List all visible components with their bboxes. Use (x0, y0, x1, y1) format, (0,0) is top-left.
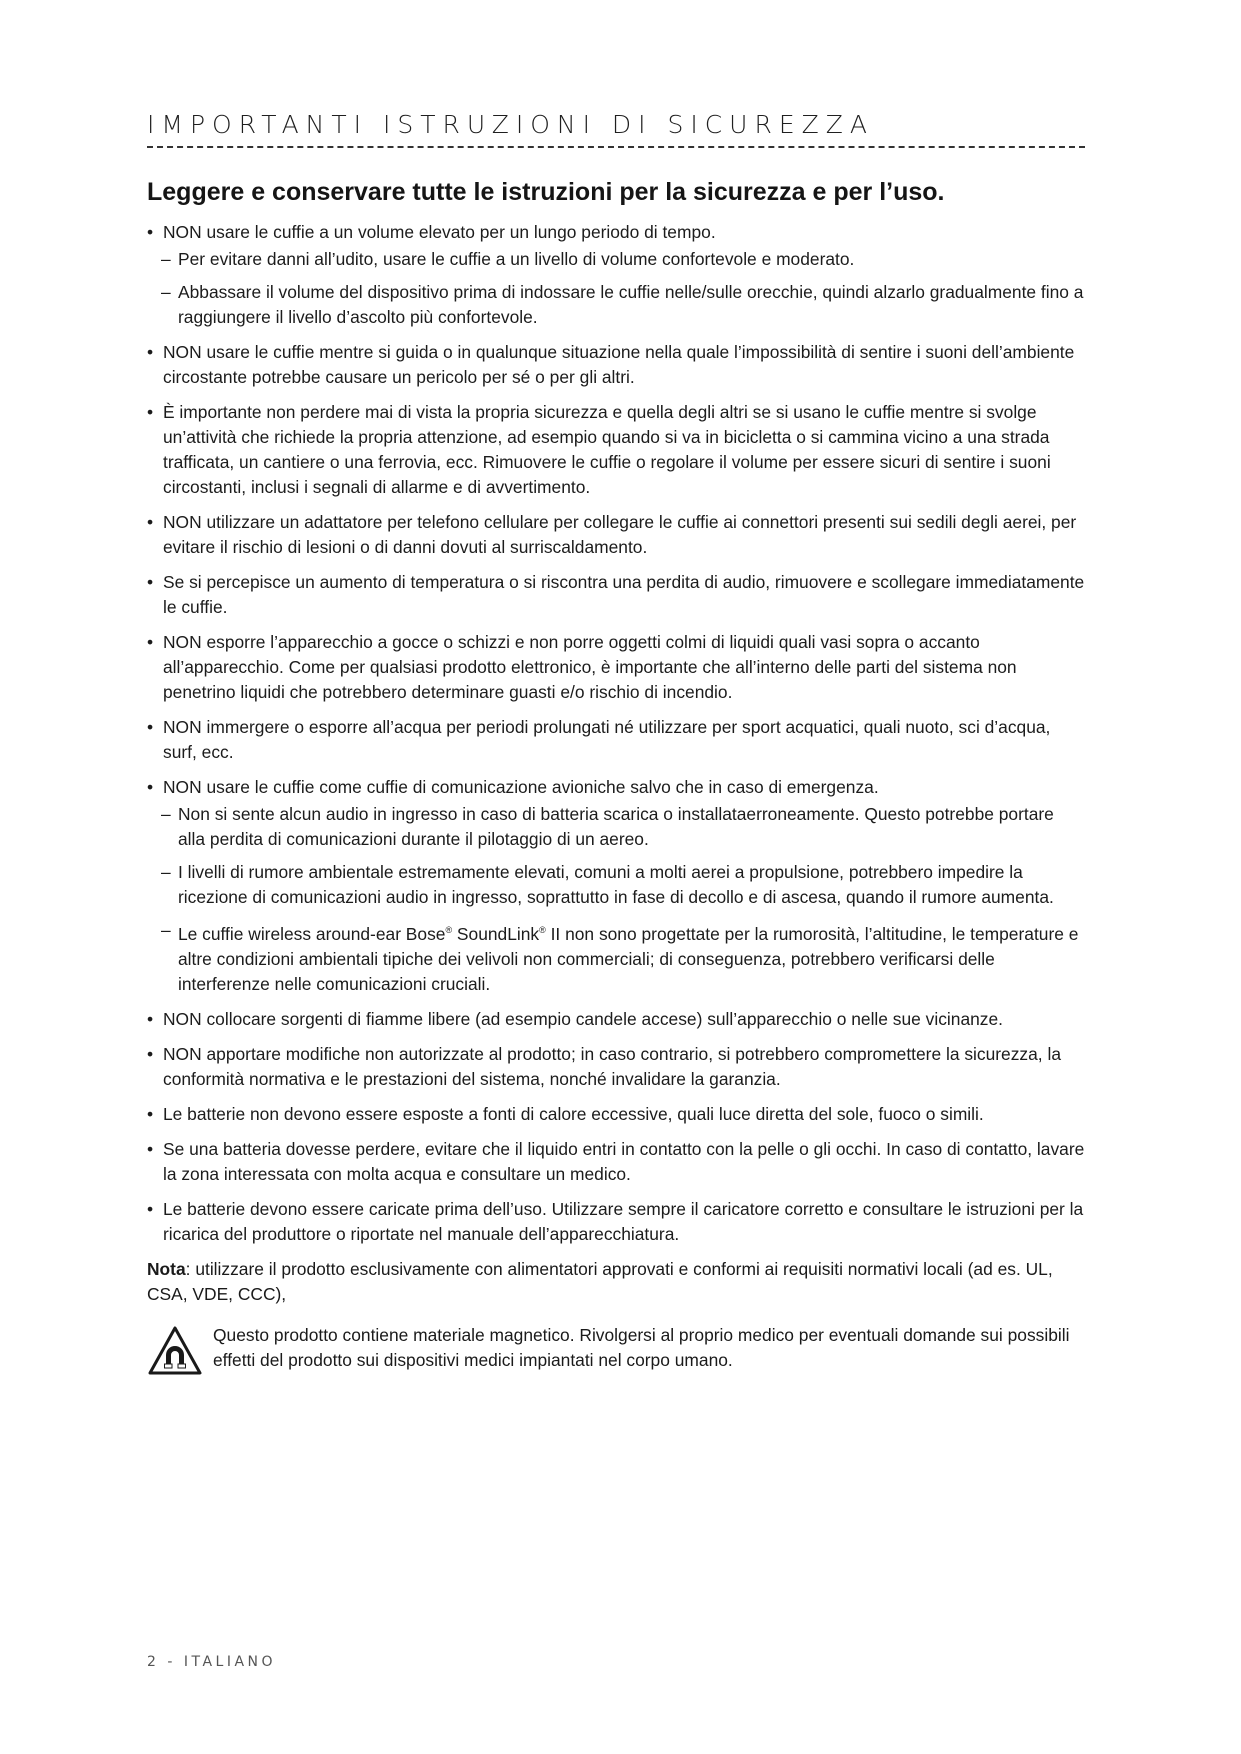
item-text: NON usare le cuffie a un volume elevato per un lungo periodo di tempo. (163, 222, 716, 242)
warning-text: Questo prodotto contiene materiale magnetico. Rivolgersi al proprio medico per eventuali domande sui possibili effetti del prodotto sui dispositivi medici impiantati nel corpo umano. (213, 1324, 1070, 1370)
section-title: IMPORTANTI ISTRUZIONI DI SICUREZZA (147, 110, 875, 139)
list-item: • NON apportare modifiche non autorizzate al prodotto; in caso contrario, si potrebbero compromettere la sicurezza, la conformità normativa e le prestazioni del sistema, nonché invalidare la garanzia. (147, 1042, 1085, 1092)
note-text: : utilizzare il prodotto esclusivamente con alimentatori approvati e conformi ai requisiti normativi locali (ad es. UL, CSA, VDE, CCC), (147, 1258, 1053, 1304)
list-item (147, 220, 1085, 330)
note-label: Nota (147, 1258, 186, 1279)
sub-list (147, 247, 1085, 330)
item-text: NON usare le cuffie come cuffie di comunicazione avioniche salvo che in caso di emergenza. (163, 777, 879, 797)
safety-list (147, 220, 1085, 1247)
subtitle: Leggere e conservare tutte le istruzioni per la sicurezza e per l’uso. (147, 178, 945, 206)
list-item: • NON immergere o esporre all’acqua per periodi prolungati né utilizzare per sport acquatici, quali nuoto, sci d’acqua, surf, ecc. (147, 715, 1085, 765)
list-item: • Le batterie non devono essere esposte a fonti di calore eccessive, quali luce diretta del sole, fuoco o simili. (147, 1102, 1085, 1127)
list-item: • NON esporre l’apparecchio a gocce o schizzi e non porre oggetti colmi di liquidi quali vasi sopra o accanto all’apparecchio. Come per qualsiasi prodotto elettronico, è importante che all’interno delle parti del sistema non penetrino liquidi che potrebbero determinare guasti e/o rischio di incendio. (147, 630, 1085, 705)
magnet-warning (147, 1323, 1085, 1377)
magnet-warning-icon (147, 1325, 203, 1377)
note (147, 1257, 1085, 1307)
list-item: • NON usare le cuffie mentre si guida o in qualunque situazione nella quale l’impossibilità di sentire i suoni dell’ambiente circostante potrebbe causare un pericolo per sé o per gli altri. (147, 340, 1085, 390)
list-item: • Se una batteria dovesse perdere, evitare che il liquido entri in contatto con la pelle o gli occhi. In caso di contatto, lavare la zona interessata con molta acqua e consultare un medico. (147, 1137, 1085, 1187)
page-content (147, 110, 1085, 1377)
list-item: • NON collocare sorgenti di fiamme libere (ad esempio candele accese) sull’apparecchio o nelle sue vicinanze. (147, 1007, 1085, 1032)
list-item: • Se si percepisce un aumento di temperatura o si riscontra una perdita di audio, rimuovere e scollegare immediatamente le cuffie. (147, 570, 1085, 620)
sub-item: – Abbassare il volume del dispositivo prima di indossare le cuffie nelle/sulle orecchie, quindi alzarlo gradualmente fino a raggiungere il livello d’ascolto più confortevole. (147, 280, 1085, 330)
sub-item: – Per evitare danni all’udito, usare le cuffie a un livello di volume confortevole e moderato. (147, 247, 1085, 272)
list-item: • NON utilizzare un adattatore per telefono cellulare per collegare le cuffie ai connettori presenti sui sedili degli aerei, per evitare il rischio di lesioni o di danni dovuti al surriscaldamento. (147, 510, 1085, 560)
page-footer: 2 - ITALIANO (147, 1654, 277, 1670)
title-divider (147, 146, 1085, 148)
list-item (147, 775, 1085, 997)
sub-list (147, 802, 1085, 997)
list-item: • È importante non perdere mai di vista la propria sicurezza e quella degli altri se si usano le cuffie mentre si svolge un’attività che richiede la propria attenzione, ad esempio quando si va in bicicletta o si cammina vicino a una strada trafficata, un cantiere o una ferrovia, ecc. Rimuovere le cuffie o regolare il volume per essere sicuri di sentire i suoni circostanti, inclusi i segnali di allarme e di avvertimento. (147, 400, 1085, 500)
sub-item: – Le cuffie wireless around-ear Bose® SoundLink® II non sono progettate per la rumorosità, l’altitudine, le temperature e altre condizioni ambientali tipiche dei velivoli non commerciali; di conseguenza, potrebbero verificarsi delle interferenze nelle comunicazioni cruciali. (147, 918, 1085, 997)
sub-item: – I livelli di rumore ambientale estremamente elevati, comuni a molti aerei a propulsione, potrebbero impedire la ricezione di comunicazioni audio in ingresso, soprattutto in fase di decollo e di ascesa, quando il rumore aumenta. (147, 860, 1085, 910)
sub-item: – Non si sente alcun audio in ingresso in caso di batteria scarica o installataerroneamente. Questo potrebbe portare alla perdita di comunicazioni durante il pilotaggio di un aereo. (147, 802, 1085, 852)
list-item: • Le batterie devono essere caricate prima dell’uso. Utilizzare sempre il caricatore corretto e consultare le istruzioni per la ricarica del produttore o riportate nel manuale dell’apparecchiatura. (147, 1197, 1085, 1247)
